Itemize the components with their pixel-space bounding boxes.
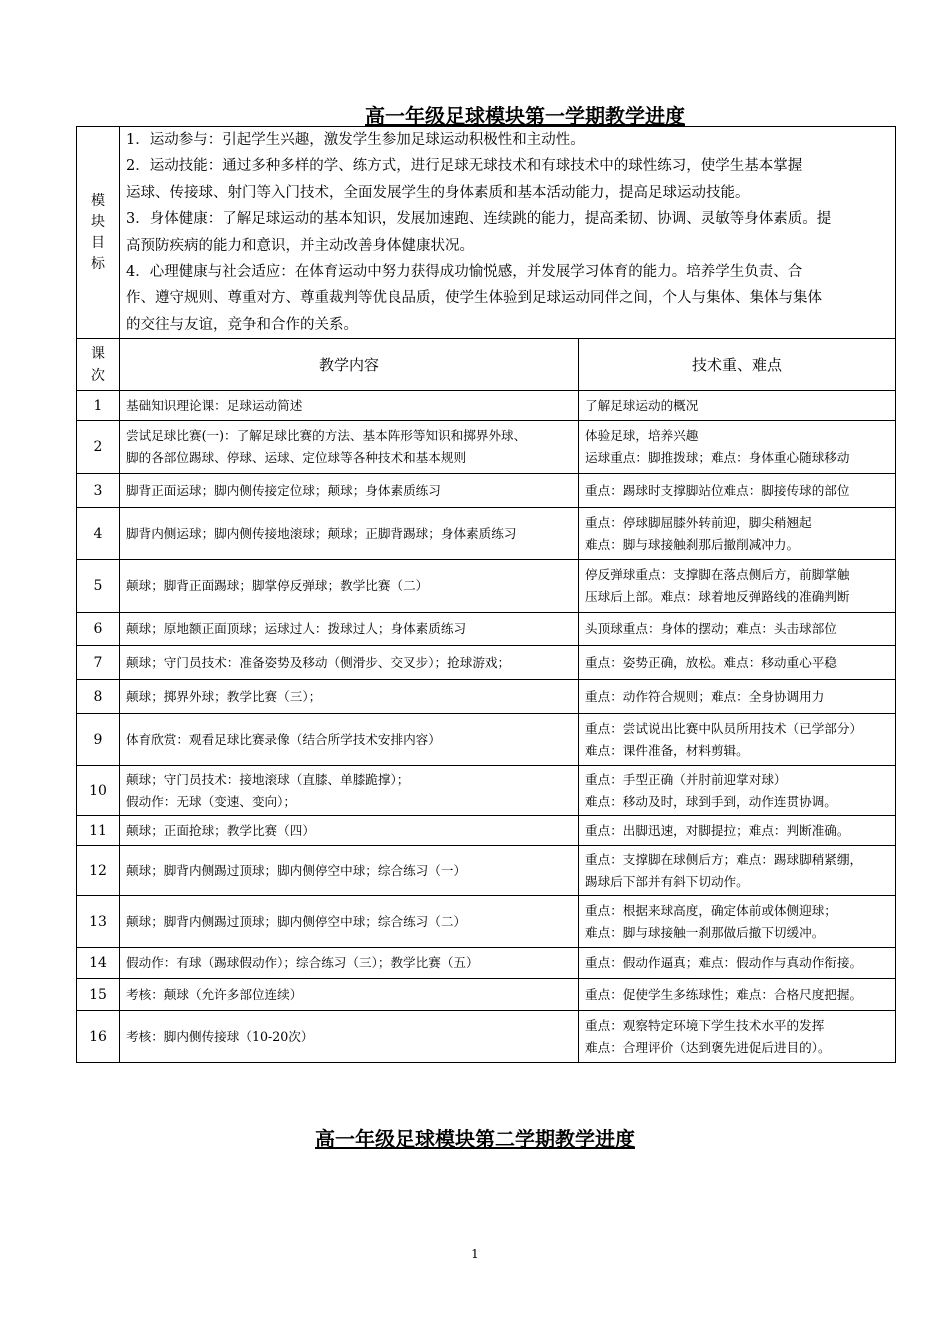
lesson-content-line: 颠球；脚背内侧踢过顶球；脚内侧停空中球；综合练习（一） <box>126 862 467 878</box>
goal-line: 运球、传接球、射门等入门技术，全面发展学生的身体素质和基本活动能力，提高足球运动技能。 <box>126 184 750 201</box>
lesson-number: 5 <box>77 560 120 613</box>
lesson-content-line: 考核：脚内侧传接球（10-20次） <box>126 1028 314 1044</box>
lesson-key-points <box>579 766 896 816</box>
lesson-content-line: 颠球；脚背正面踢球；脚掌停反弹球；教学比赛（二） <box>126 578 429 594</box>
key-point-line: 重点：根据来球高度，确定体前或体侧迎球； <box>585 902 837 918</box>
lesson-content-line: 颠球；守门员技术：接地滚球（直膝、单膝跪撑）； <box>126 771 410 787</box>
lesson-content <box>120 646 579 680</box>
table-row <box>77 1011 896 1063</box>
goal-line: 作、遵守规则、尊重对方、尊重裁判等优良品质，使学生体验到足球运动同伴之间，个人与集体、集体与集体 <box>126 290 822 307</box>
lesson-key-points <box>579 560 896 613</box>
lesson-number: 10 <box>77 766 120 816</box>
second-semester-title: 高一年级足球模块第二学期教学进度 <box>315 1127 635 1151</box>
lesson-key-points <box>579 1011 896 1063</box>
lesson-content-line: 考核：颠球（允许多部位连续） <box>126 986 303 1002</box>
goal-line: 高预防疾病的能力和意识，并主动改善身体健康状况。 <box>126 237 474 254</box>
lesson-content <box>120 714 579 766</box>
key-point-line: 难点：脚与球接触刹那后撤削减冲力。 <box>585 536 800 552</box>
lesson-key-points <box>579 948 896 979</box>
table-row <box>77 896 896 948</box>
lesson-content-line: 颠球；守门员技术：准备姿势及移动（侧滑步、交叉步）；抢球游戏； <box>126 654 511 670</box>
lesson-number: 15 <box>77 979 120 1011</box>
goal-line: 1．运动参与：引起学生兴趣，激发学生参加足球运动积极性和主动性。 <box>126 132 585 148</box>
table-row <box>77 646 896 680</box>
key-point-line: 了解足球运动的概况 <box>585 397 699 413</box>
lesson-content-line: 颠球；原地额正面顶球；运球过人：拨球过人；身体素质练习 <box>126 621 467 637</box>
key-point-line: 重点：手型正确（并肘前迎掌对球） <box>585 771 787 787</box>
lesson-content <box>120 508 579 560</box>
lesson-number: 14 <box>77 948 120 979</box>
key-point-line: 重点：踢球时支撑脚站位难点：脚接传球的部位 <box>585 482 850 498</box>
goal-label-char: 模 <box>91 192 105 209</box>
key-point-line: 难点：合理评价（达到褒先进促后进目的）。 <box>585 1039 831 1055</box>
table-row <box>77 680 896 714</box>
table-row <box>77 421 896 474</box>
goal-line: 的交往与友谊，竞争和合作的关系。 <box>126 316 358 333</box>
header-lesson <box>77 339 120 391</box>
lesson-content <box>120 816 579 846</box>
lesson-key-points <box>579 508 896 560</box>
lesson-key-points <box>579 714 896 766</box>
schedule-table <box>76 126 896 1063</box>
lesson-content-line: 颠球；脚背内侧踢过顶球；脚内侧停空中球；综合练习（二） <box>126 913 467 929</box>
lesson-key-points <box>579 613 896 646</box>
key-point-line: 难点：脚与球接触一刹那做后撤下切缓冲。 <box>585 924 825 940</box>
lesson-number: 7 <box>77 646 120 680</box>
table-header-row <box>77 339 896 391</box>
lesson-content-line: 假动作：无球（变速、变向）； <box>126 793 297 809</box>
table-row <box>77 766 896 816</box>
lesson-content-line: 假动作：有球（踢球假动作）；综合练习（三）；教学比赛（五） <box>126 955 479 971</box>
key-point-line: 重点：支撑脚在球侧后方；难点：踢球脚稍紧绷， <box>585 851 863 867</box>
goal-label-char: 目 <box>91 234 105 251</box>
goal-line: 3．身体健康：了解足球运动的基本知识，发展加速跑、连续跳的能力，提高柔韧、协调、灵敏等身体素质。提 <box>126 211 832 228</box>
lesson-content-line: 脚背内侧运球；脚内侧传接地滚球；颠球；正脚背踢球；身体素质练习 <box>126 525 517 541</box>
lesson-key-points <box>579 646 896 680</box>
lesson-number: 16 <box>77 1011 120 1063</box>
key-point-line: 重点：促使学生多练球性；难点：合格尺度把握。 <box>585 986 863 1002</box>
page-number: 1 <box>471 1247 479 1261</box>
key-point-line: 重点：动作符合规则；难点：全身协调用力 <box>585 688 825 704</box>
key-point-line: 运球重点：脚推拨球；难点：身体重心随球移动 <box>585 450 850 466</box>
lesson-content-line: 脚的各部位踢球、停球、运球、定位球等各种技术和基本规则 <box>126 450 467 466</box>
lesson-number: 3 <box>77 474 120 508</box>
lesson-key-points <box>579 846 896 896</box>
lesson-number: 2 <box>77 421 120 474</box>
table-row <box>77 508 896 560</box>
lesson-content-line: 基础知识理论课：足球运动简述 <box>126 397 303 413</box>
header-lesson-char: 课 <box>91 345 105 362</box>
key-point-line: 停反弹球重点：支撑脚在落点侧后方，前脚掌触 <box>585 567 850 583</box>
lesson-number: 6 <box>77 613 120 646</box>
lesson-content <box>120 560 579 613</box>
table-row <box>77 474 896 508</box>
lesson-number: 11 <box>77 816 120 846</box>
key-point-line: 难点：课件准备，材料剪辑。 <box>585 742 749 758</box>
lesson-number: 1 <box>77 391 120 421</box>
lesson-content <box>120 846 579 896</box>
lesson-number: 9 <box>77 714 120 766</box>
lesson-content-line: 体育欣赏：观看足球比赛录像（结合所学技术安排内容） <box>126 731 441 747</box>
table-row <box>77 613 896 646</box>
table-row <box>77 714 896 766</box>
key-point-line: 重点：尝试说出比赛中队员所用技术（已学部分） <box>585 720 863 736</box>
header-key: 技术重、难点 <box>579 339 896 391</box>
goal-label-char: 块 <box>91 213 105 230</box>
lesson-key-points <box>579 979 896 1011</box>
table-row <box>77 560 896 613</box>
module-goals <box>120 127 896 339</box>
lesson-key-points <box>579 474 896 508</box>
lesson-content <box>120 1011 579 1063</box>
table-row <box>77 979 896 1011</box>
header-content: 教学内容 <box>120 339 579 391</box>
lesson-content <box>120 613 579 646</box>
module-goals-row <box>77 127 896 339</box>
key-point-line: 重点：假动作逼真；难点：假动作与真动作衔接。 <box>585 955 863 971</box>
lesson-content-line: 颠球；掷界外球；教学比赛（三）； <box>126 688 322 704</box>
lesson-content <box>120 766 579 816</box>
lesson-content-line: 脚背正面运球；脚内侧传接定位球；颠球；身体素质练习 <box>126 482 441 498</box>
table-row <box>77 816 896 846</box>
lesson-number: 4 <box>77 508 120 560</box>
lesson-content <box>120 474 579 508</box>
key-point-line: 重点：姿势正确，放松。难点：移动重心平稳 <box>585 654 837 670</box>
lesson-content-line: 颠球；正面抢球；教学比赛（四） <box>126 822 315 838</box>
lesson-number: 8 <box>77 680 120 714</box>
key-point-line: 难点：移动及时，球到手到，动作连贯协调。 <box>585 793 837 809</box>
key-point-line: 压球后上部。难点：球着地反弹路线的准确判断 <box>585 589 850 605</box>
lesson-content <box>120 421 579 474</box>
lesson-key-points <box>579 816 896 846</box>
key-point-line: 头顶球重点：身体的摆动；难点：头击球部位 <box>585 621 837 637</box>
table-row <box>77 846 896 896</box>
key-point-line: 重点：停球脚屈膝外转前迎，脚尖稍翘起 <box>585 514 812 530</box>
table-row <box>77 948 896 979</box>
key-point-line: 踢球后下部并有斜下切动作。 <box>585 873 749 889</box>
lesson-key-points <box>579 421 896 474</box>
goal-label-char: 标 <box>91 255 105 272</box>
lesson-content <box>120 680 579 714</box>
goal-line: 2．运动技能：通过多种多样的学、练方式，进行足球无球技术和有球技术中的球性练习，使学生基本掌握 <box>126 158 803 175</box>
lesson-key-points <box>579 680 896 714</box>
module-goal-label <box>77 127 120 339</box>
lesson-key-points <box>579 896 896 948</box>
key-point-line: 重点：出脚迅速，对脚提拉；难点：判断准确。 <box>585 822 850 838</box>
lesson-content-line: 尝试足球比赛(一)：了解足球比赛的方法、基本阵形等知识和掷界外球、 <box>126 428 527 444</box>
goal-line: 4．心理健康与社会适应：在体育运动中努力获得成功愉悦感，并发展学习体育的能力。培养学生负责、合 <box>126 264 803 281</box>
lesson-content <box>120 896 579 948</box>
key-point-line: 体验足球，培养兴趣 <box>585 428 699 444</box>
lesson-number: 12 <box>77 846 120 896</box>
lesson-content <box>120 391 579 421</box>
lesson-content <box>120 948 579 979</box>
key-point-line: 重点：观察特定环境下学生技术水平的发挥 <box>585 1017 825 1033</box>
lesson-content <box>120 979 579 1011</box>
lesson-number: 13 <box>77 896 120 948</box>
header-lesson-char: 次 <box>91 367 105 384</box>
page-title: 高一年级足球模块第一学期教学进度 <box>365 104 685 128</box>
table-row <box>77 391 896 421</box>
lesson-key-points <box>579 391 896 421</box>
